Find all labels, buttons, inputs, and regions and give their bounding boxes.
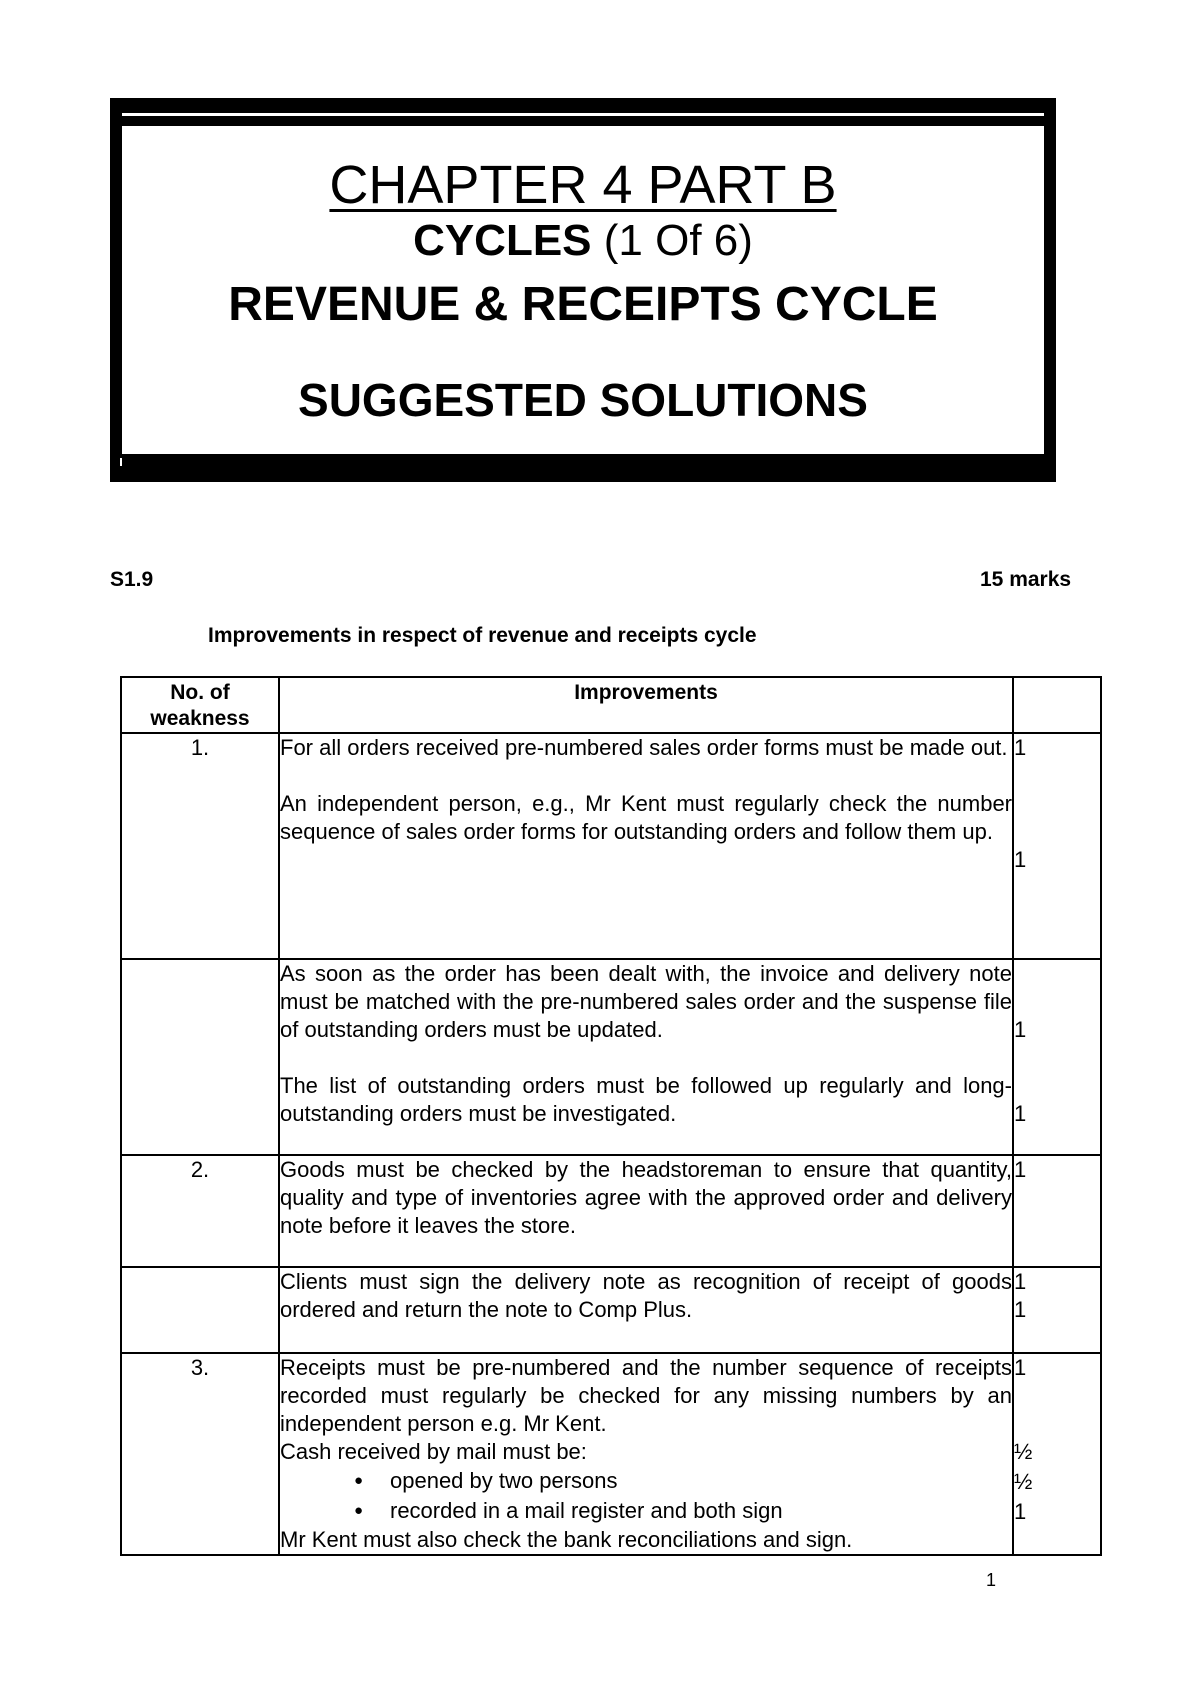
weakness-number: 2. [121,1155,279,1267]
table-row [121,733,1101,959]
mark-value: 1 [1014,1017,1027,1042]
mark-value: 1 [1014,847,1027,872]
question-reference: S1.9 [110,568,154,591]
improvement-cell [279,1267,1013,1353]
mark-value: 1 [1014,1297,1027,1322]
improvement-text: The list of outstanding orders must be followed up regularly and long-outstanding orders must be investigated. [280,1073,1012,1126]
improvement-text: Mr Kent must also check the bank reconciliations and sign. [280,1527,853,1552]
chapter-title: CHAPTER 4 PART B [329,155,837,215]
mark-value: 1 [1014,1355,1027,1380]
improvement-cell [279,1155,1013,1267]
mark-value: 1 [1014,735,1027,760]
mark-value: 1 [1014,1157,1027,1182]
improvement-text: As soon as the order has been dealt with, the invoice and delivery note must be matched with the pre-numbered sales order and the suspense file of outstanding orders must be updated. [280,961,1012,1042]
page-number: 1 [986,1570,997,1590]
question-marks: 15 marks [980,568,1072,591]
bullet-list [280,1466,1012,1526]
weakness-number [121,959,279,1155]
marks-cell [1013,1353,1101,1555]
marks-cell [1013,1267,1101,1353]
mark-value: ½ [1014,1469,1033,1494]
improvement-cell [279,733,1013,959]
mark-value: 1 [1014,1101,1027,1126]
mark-value: ½ [1014,1439,1033,1464]
improvement-text: For all orders received pre-numbered sales order forms must be made out. [280,735,1008,760]
title-box [110,98,1056,482]
table-row [121,1267,1101,1353]
header-marks [1013,677,1101,733]
improvement-cell [279,959,1013,1155]
mark-value: 1 [1014,1269,1027,1294]
cycles-count: (1 Of 6) [603,216,753,265]
table-header-row [121,677,1101,733]
solutions-heading: SUGGESTED SOLUTIONS [298,374,868,426]
marks-cell [1013,1155,1101,1267]
header-weakness-no: No. of weakness [121,677,279,733]
cycle-name: REVENUE & RECEIPTS CYCLE [228,278,938,331]
header-improvements: Improvements [279,677,1013,733]
marks-cell [1013,733,1101,959]
marks-cell [1013,959,1101,1155]
bullet-item: ● recorded in a mail register and both sign [280,1496,1012,1526]
table-row [121,1155,1101,1267]
solutions-table [120,676,1102,1556]
improvement-text: Clients must sign the delivery note as recognition of receipt of goods ordered and return the note to Comp Plus. [280,1269,1012,1322]
mark-value: 1 [1014,1499,1027,1524]
weakness-number: 1. [121,733,279,959]
improvement-text: Receipts must be pre-numbered and the number sequence of receipts recorded must regularly be checked for any missing numbers by an independent person e.g. Mr Kent. [280,1355,1012,1436]
improvement-text: An independent person, e.g., Mr Kent must regularly check the number sequence of sales order forms for outstanding orders and follow them up. [280,791,1012,844]
improvement-cell [279,1353,1013,1555]
improvement-text: Goods must be checked by the headstoreman to ensure that quantity, quality and type of inventories agree with the approved order and delivery note before it leaves the store. [280,1157,1012,1238]
table-row [121,1353,1101,1555]
improvement-text: Cash received by mail must be: [280,1439,587,1464]
title-box-inner [122,126,1044,454]
cycles-subtitle [122,216,1044,266]
bullet-item: ● opened by two persons [280,1466,1012,1496]
cycles-label: CYCLES [413,216,604,265]
box-corner-mark [120,458,122,466]
table-row [121,959,1101,1155]
weakness-number [121,1267,279,1353]
weakness-number: 3. [121,1353,279,1555]
section-subtitle: Improvements in respect of revenue and receipts cycle [208,624,757,647]
